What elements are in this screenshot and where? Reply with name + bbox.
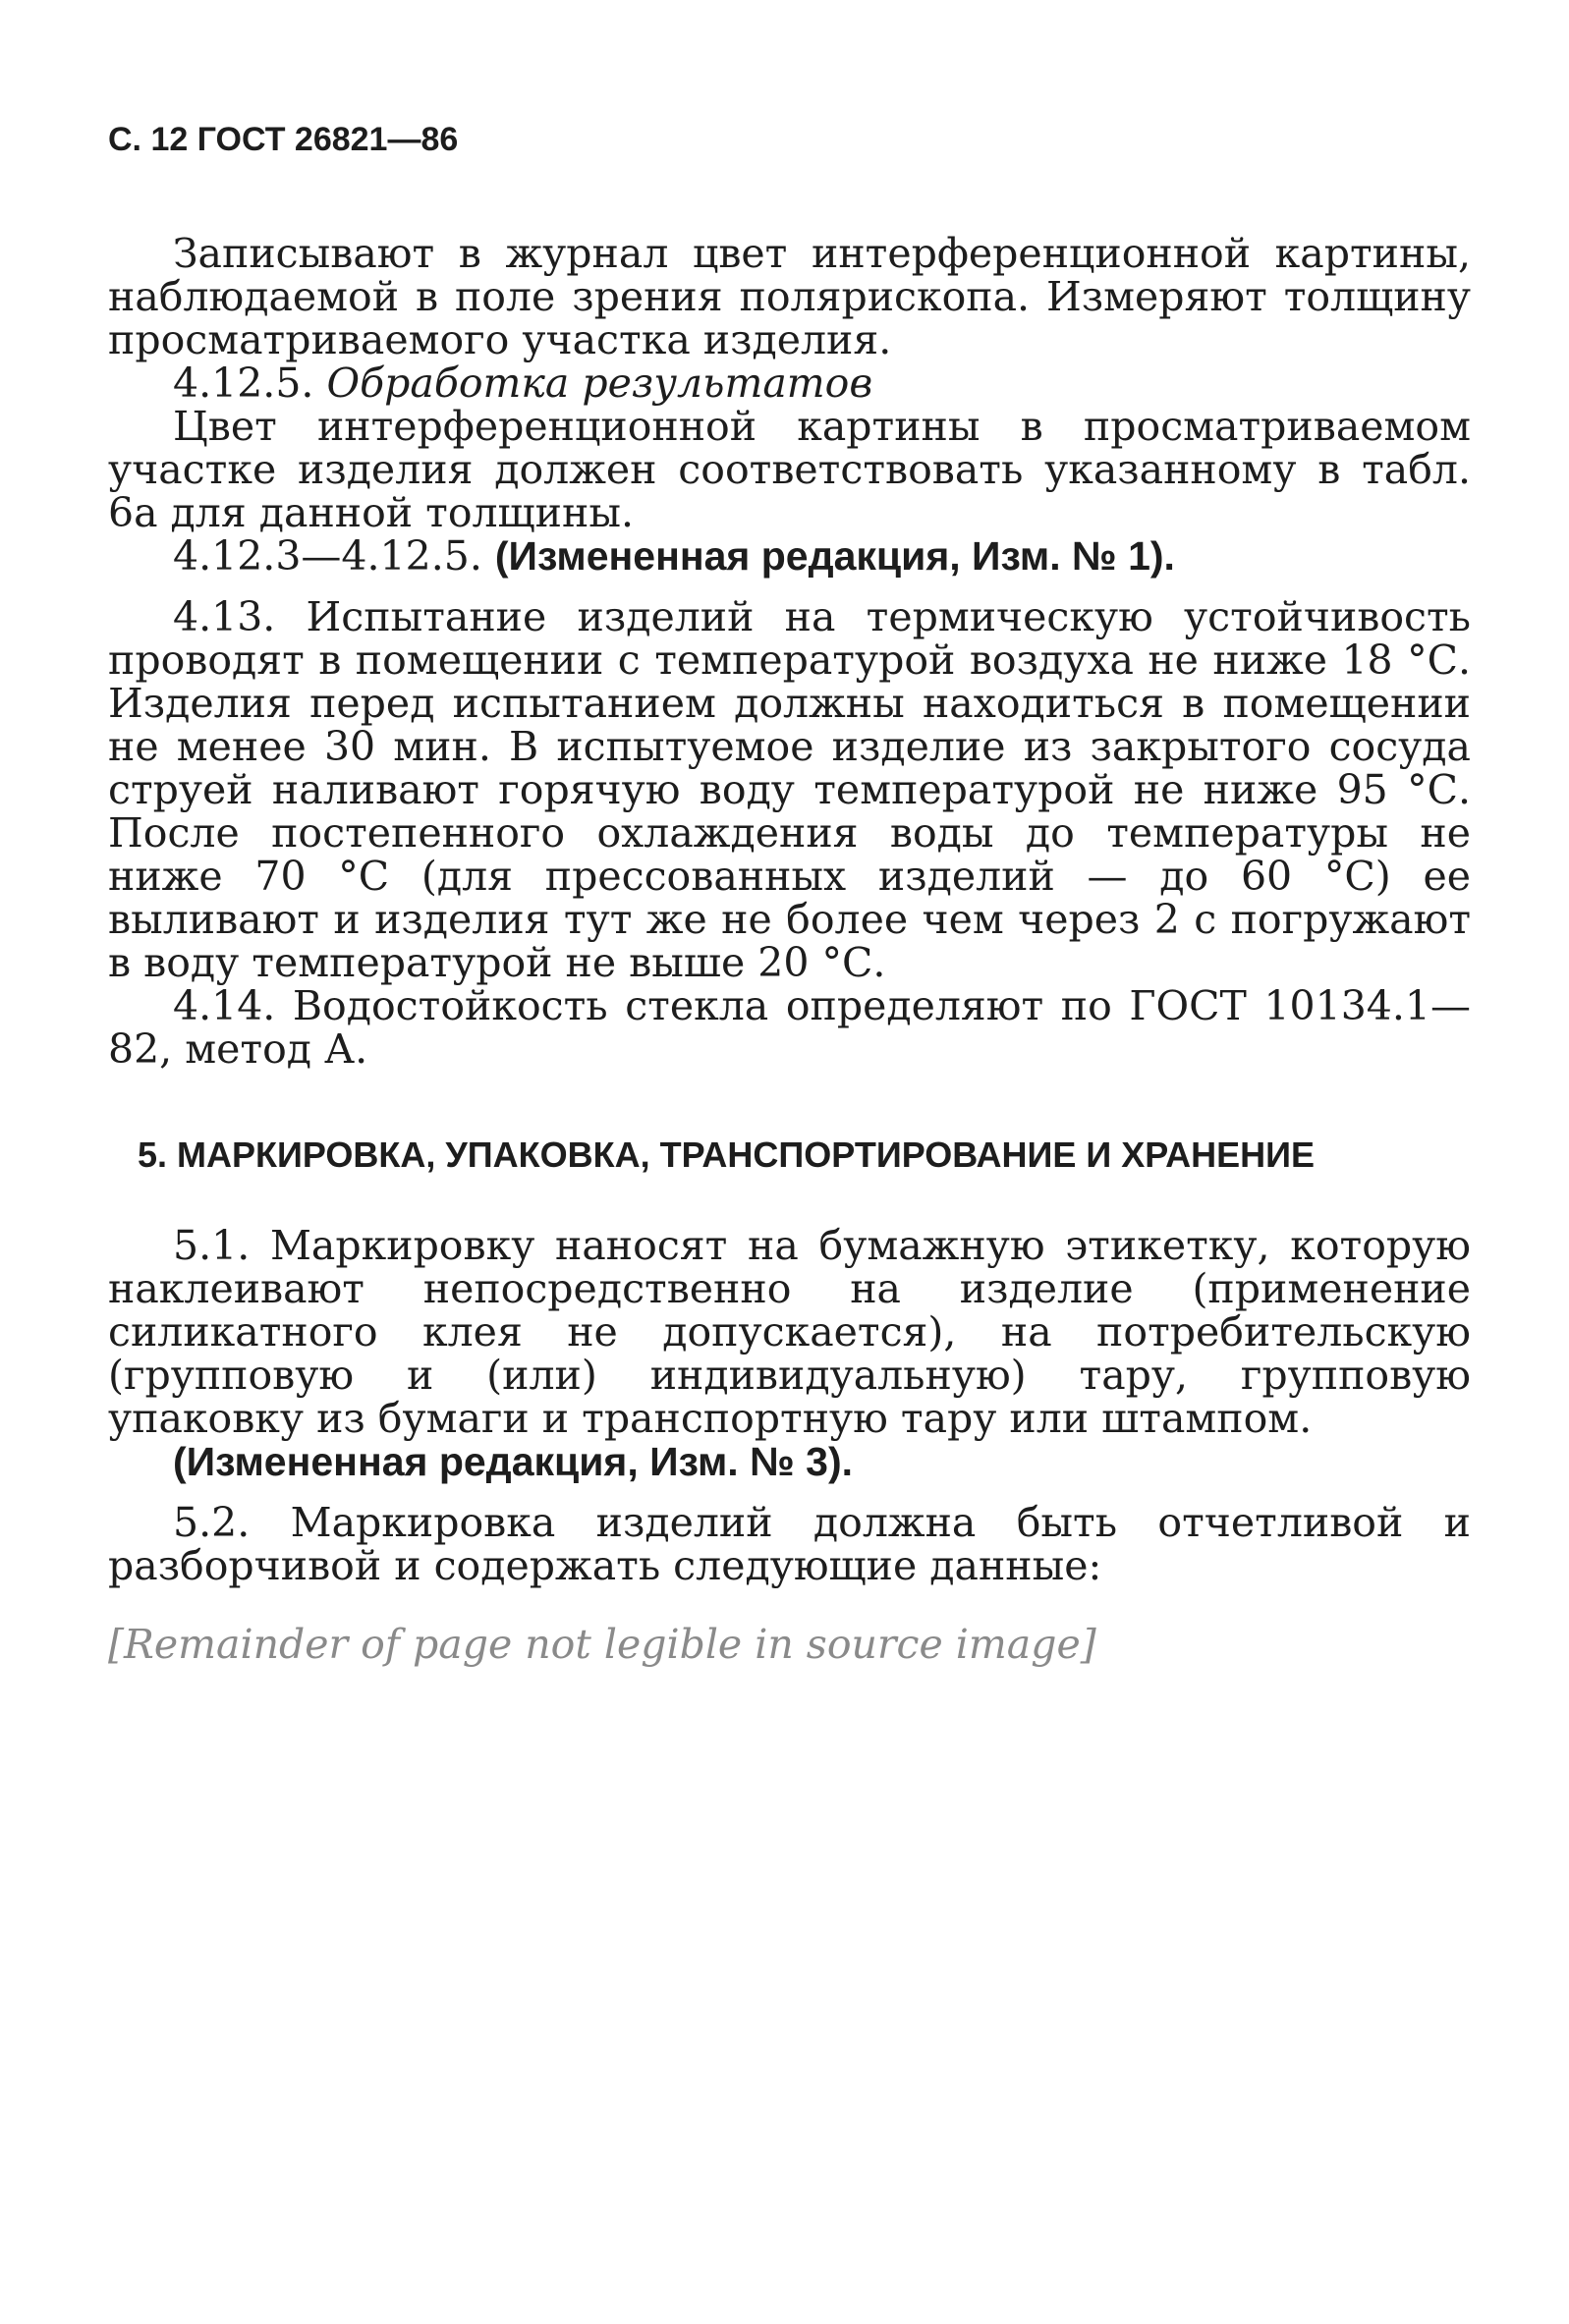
paragraph-number: 4.12.5. (173, 360, 314, 407)
paragraph-4-12-5-text: Цвет интерференционной картины в просматриваемом участке изделия должен соответствовать указанному в табл. 6а для данной толщины. (108, 403, 1471, 536)
illegible-content-note: [Remainder of page not legible in source image] (108, 1621, 1096, 1668)
paragraph-4-13: 4.13. Испытание изделий на термическую устойчивость проводят в помещении с температурой воздуха не ниже 18 °С. Изделия перед испытанием должны находиться в помещении не менее 30 мин. В испытуемое изделие из закрытого сосуда струей наливают горячую воду температурой не ниже 95 °С. После постепенного охлаждения воды до температуры не ниже 70 °С (для прессованных изделий — до 60 °С) ее выливают и изделия тут же не более чем через 2 с погружают в воду температурой не выше 20 °С. (108, 593, 1471, 986)
paragraph-title: Обработка результатов (326, 360, 873, 407)
amendment-range: 4.12.3—4.12.5. (173, 532, 482, 580)
paragraph-4-12-5-heading (108, 361, 1471, 405)
paragraph-5-1: 5.1. Маркировку наносят на бумажную этикетку, которую наклеивают непосредственно на изделие (применение силикатного клея не допускается), на потребительскую (групповую и (или) индивидуальную) тару, групповую упаковку из бумаги и транспортную тару или штампом. (108, 1222, 1471, 1442)
section-5-title: 5. МАРКИРОВКА, УПАКОВКА, ТРАНСПОРТИРОВАНИЕ И ХРАНЕНИЕ (138, 1134, 1315, 1175)
paragraph-4-14: 4.14. Водостойкость стекла определяют по ГОСТ 10134.1—82, метод А. (108, 982, 1471, 1073)
paragraph-5-2: 5.2. Маркировка изделий должна быть отчетливой и разборчивой и содержать следующие данные: (108, 1499, 1471, 1589)
paragraph-4-12-4: Записывают в журнал цвет интерференционной картины, наблюдаемой в поле зрения полярископа. Измеряют толщину просматриваемого участка изделия. (108, 230, 1471, 363)
amendment-note-1 (108, 534, 1471, 578)
amendment-note-3: (Измененная редакция, Изм. № 3). (173, 1439, 854, 1484)
page-header: С. 12 ГОСТ 26821—86 (108, 121, 459, 158)
amendment-label: (Измененная редакция, Изм. № 1). (494, 533, 1175, 579)
